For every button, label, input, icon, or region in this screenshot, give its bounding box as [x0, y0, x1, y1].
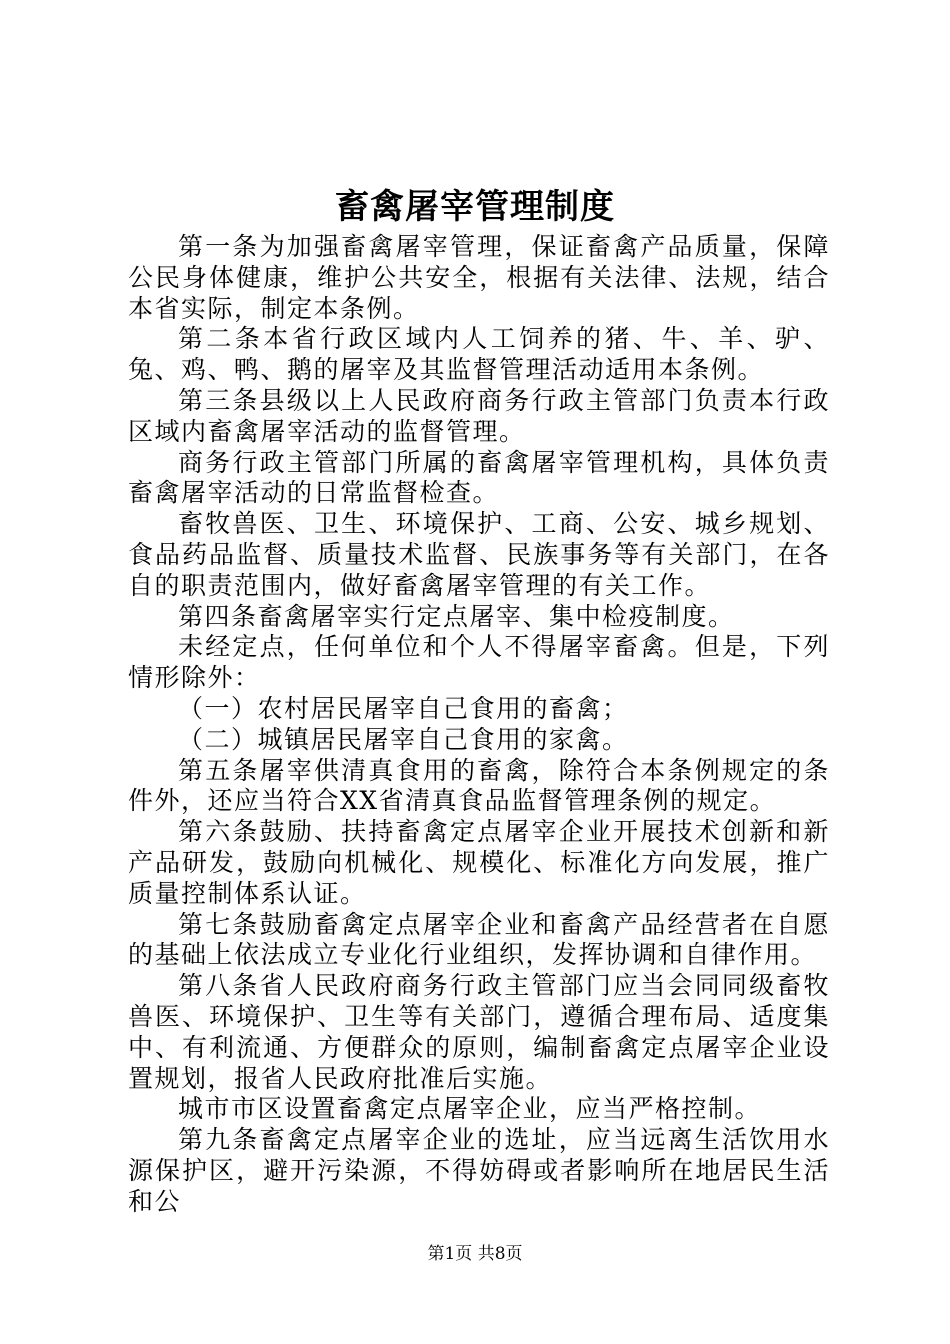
paragraph: 畜牧兽医、卫生、环境保护、工商、公安、城乡规划、食品药品监督、质量技术监督、民族事务等有关部门，在各自的职责范围内，做好畜禽屠宰管理的有关工作。	[128, 509, 830, 600]
paragraph: 第三条县级以上人民政府商务行政主管部门负责本行政区域内畜禽屠宰活动的监督管理。	[128, 385, 830, 446]
document-body	[128, 232, 830, 1218]
paragraph: 商务行政主管部门所属的畜禽屠宰管理机构，具体负责畜禽屠宰活动的日常监督检查。	[128, 447, 830, 508]
paragraph: 第七条鼓励畜禽定点屠宰企业和畜禽产品经营者在自愿的基础上依法成立专业化行业组织，发挥协调和自律作用。	[128, 909, 830, 970]
page-number: 第1页 共8页	[427, 1244, 523, 1264]
paragraph: 未经定点，任何单位和个人不得屠宰畜禽。但是，下列情形除外：	[128, 632, 830, 693]
document-title: 畜禽屠宰管理制度	[335, 187, 615, 227]
paragraph: 第八条省人民政府商务行政主管部门应当会同同级畜牧兽医、环境保护、卫生等有关部门，遵循合理布局、适度集中、有利流通、方便群众的原则，编制畜禽定点屠宰企业设置规划，报省人民政府批准后实施。	[128, 971, 830, 1093]
paragraph: 第一条为加强畜禽屠宰管理，保证畜禽产品质量，保障公民身体健康，维护公共安全，根据有关法律、法规，结合本省实际，制定本条例。	[128, 232, 830, 323]
paragraph: 第二条本省行政区域内人工饲养的猪、牛、羊、驴、兔、鸡、鸭、鹅的屠宰及其监督管理活动适用本条例。	[128, 324, 830, 385]
paragraph: （一）农村居民屠宰自己食用的畜禽；	[178, 693, 629, 723]
paragraph: 第五条屠宰供清真食用的畜禽，除符合本条例规定的条件外，还应当符合XX省清真食品监督管理条例的规定。	[128, 755, 830, 816]
paragraph: 第六条鼓励、扶持畜禽定点屠宰企业开展技术创新和新产品研发，鼓励向机械化、规模化、标准化方向发展，推广质量控制体系认证。	[128, 817, 830, 908]
paragraph: 第九条畜禽定点屠宰企业的选址，应当远离生活饮用水源保护区，避开污染源，不得妨碍或者影响所在地居民生活和公	[128, 1125, 830, 1216]
paragraph: 第四条畜禽屠宰实行定点屠宰、集中检疫制度。	[178, 601, 735, 631]
paragraph: （二）城镇居民屠宰自己食用的家禽。	[178, 724, 629, 754]
paragraph: 城市市区设置畜禽定点屠宰企业，应当严格控制。	[178, 1094, 762, 1124]
